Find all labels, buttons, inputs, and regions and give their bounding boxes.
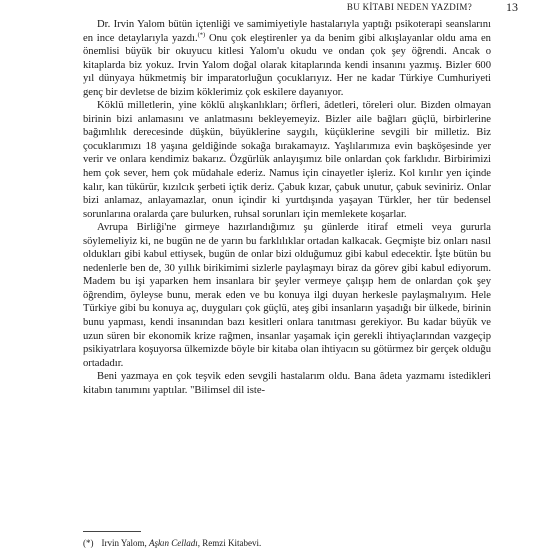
paragraph-3: Avrupa Birliği'ne girmeye hazırlandığımız şu günlerde itiraf etmeli veya gururla söylemeliyiz ki, ne bugün ne de yarın bu farklılıklar ortadan kalkacak. Geçmişte biz onları nasıl oldukları gibi kabul ettiysek, bugün de onlar bizi olduğumuz gibi kabul edecektir. İşte bütün bu nedenlerle ben de, 30 yıllık birikimimi sizlerle paylaşmayı biraz da görev gibi kabul ediyorum. Madem bu işi yaparken hem insanlara bir şeyler vermeye çalışıp hem de onlardan çok şey öğrendim, öyleyse bunu, merak eden ve bu konuya ilgi duyan herkesle paylaşmalıyım. Hele Türkiye gibi bu konuya aç, duyguları çok güçlü, ateş gibi insanların yaşadığı bir ülkede, birinin bunu yapması, kendi insanından bazı kesitleri onlara tanıtması gerekiyor. Bu kadar büyük ve uzun süren bir ekonomik krize rağmen, insanlar yaşamak için gerekli ihtiyaçlarından vazgeçip psikiyatrlara koşuyorsa ülkemizde böyle bir kitaba olan ihtiyacın su götürmez bir gerçek olduğu ortadadır. — [83, 222, 491, 369]
footnote-reference: (*) — [197, 31, 206, 39]
paragraph-1-text-start: Dr. Irvin Yalom bütün içtenliği ve samimiyetiyle hastalarıyla yaptığı psikoterapi seanslarını en ince detaylarıyla yazdı. — [83, 19, 491, 44]
footnote-author: Irvin Yalom, — [101, 538, 147, 548]
page-header — [60, 0, 518, 16]
paragraph-2: Köklü milletlerin, yine köklü alışkanlıkları; örfleri, âdetleri, töreleri olur. Bizden olmayan birinin bizi anlamasını ve anlatmasını bekleyemeyiz. Bizler aile bağları güçlü, birbirlerine bağımlılık derecesinde düşkün, büyüklerine saygılı, küçüklerine sevgili bir milletiz. Biz çocuklarımızı 18 yaşına geldiğinde sokağa bırakamayız. Yaşlılarımıza evin başköşesinde yer verir ve onlara kendimiz bakarız. Özgürlük anlayışımız bile onlardan çok farklıdır. Birbirimizi hem çok sever, hem çok müdahale ederiz. Namus için cinayetler işleriz. Kol kırılır yen içinde kalır, kan tükürür, kızılcık şerbeti içtik deriz. Çabuk kızar, çabuk unutur, çabuk seviniriz. Onlar bizi anlamaz, anlayamazlar, onun içindir ki yurtdışında yaşayan Türkler, her tür bedensel sorunlarına oralarda çare bulurken, ruhsal sorunları için memlekete koşarlar. — [83, 100, 491, 220]
footnote-publisher: Remzi Kitabevi. — [202, 538, 262, 548]
body-text — [83, 18, 491, 397]
footnote-book-title: Aşkın Celladı, — [149, 538, 201, 548]
paragraph-1 — [83, 18, 491, 99]
running-title: BU KİTABI NEDEN YAZDIM? — [346, 2, 472, 12]
page-number: 13 — [506, 0, 518, 14]
paragraph-1-text-end: Onu çok eleştirenler ya da benim gibi alkışlayanlar oldu ama en önemlisi büyük bir okuyucu kitlesi Yalom'u okudu ve ondan çok şey öğrendi. Ancak o kitaplarda biz yokuz. Irvin Yalom doğal olarak kitaplarında kendi insanını yazmış. Bizler 600 yıl dünyaya hükmetmiş bir imparatorluğun çocuklarıyız. Her ne kadar Türkiye Cumhuriyeti genç bir devletse de bizim köklerimiz çok eskilere dayanıyor. — [83, 32, 491, 98]
paragraph-4: Beni yazmaya en çok teşvik eden sevgili hastalarım oldu. Bana âdeta yazmamı istedikleri kitabın tanımını yaptılar. "Bilimsel dil iste- — [83, 371, 491, 396]
footnote — [83, 538, 261, 549]
footnote-mark: (*) — [83, 538, 94, 548]
footnote-divider — [83, 531, 141, 532]
